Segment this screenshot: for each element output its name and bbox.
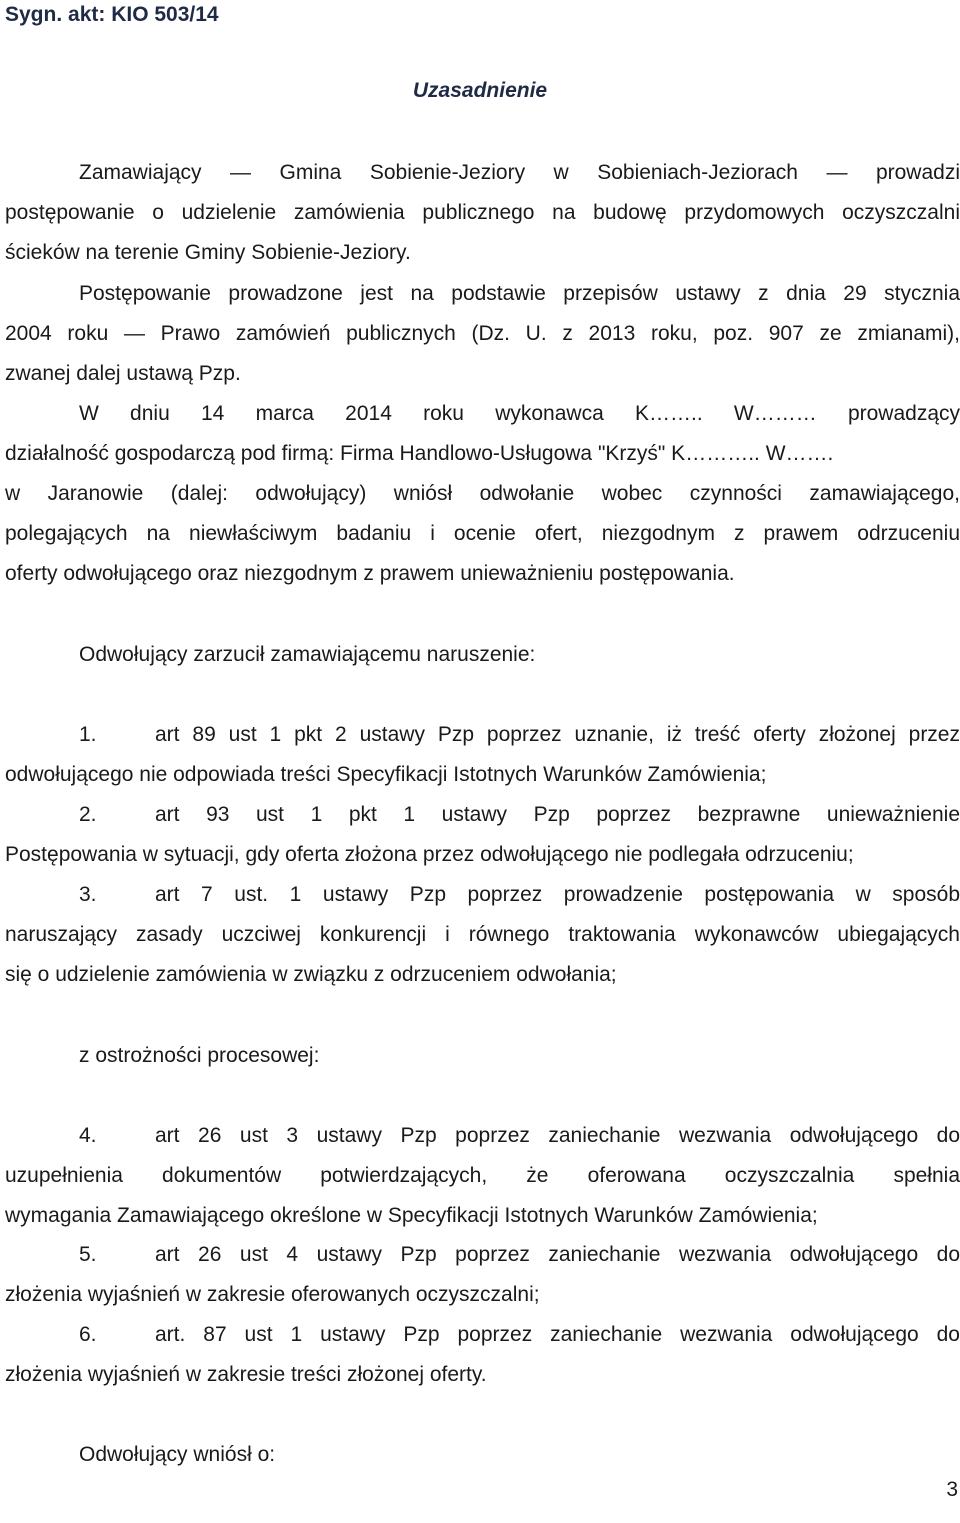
text-line: Postępowania w sytuacji, gdy oferta złożona przez odwołującego nie podlegała odrzuceniu; (5, 843, 854, 866)
text-line: zwanej dalej ustawą Pzp. (5, 362, 241, 385)
text-line: naruszający zasady uczciwej konkurencji i równego traktowania wykonawców ubiegających (5, 923, 960, 946)
text-line: odwołującego nie odpowiada treści Specyfikacji Istotnych Warunków Zamówienia; (5, 763, 767, 786)
text-line: art. 87 ust 1 ustawy Pzp poprzez zaniechanie wezwania odwołującego do (155, 1323, 960, 1346)
text-line: W dniu 14 marca 2014 roku wykonawca K…….. W……… prowadzący (79, 402, 960, 425)
text-line: art 7 ust. 1 ustawy Pzp poprzez prowadzenie postępowania w sposób (155, 883, 960, 906)
text-line: się o udzielenie zamówienia w związku z odrzuceniem odwołania; (5, 963, 617, 986)
item-number: 4. (79, 1124, 97, 1147)
text-line: oferty odwołującego oraz niezgodnym z prawem unieważnieniu postępowania. (5, 562, 735, 585)
text-line: złożenia wyjaśnień w zakresie treści złożonej oferty. (5, 1363, 487, 1386)
text-line: w Jaranowie (dalej: odwołujący) wniósł odwołanie wobec czynności zamawiającego, (5, 482, 960, 505)
text-line: art 26 ust 4 ustawy Pzp poprzez zaniechanie wezwania odwołującego do (155, 1243, 960, 1266)
text-line: art 89 ust 1 pkt 2 ustawy Pzp poprzez uznanie, iż treść oferty złożonej przez (155, 723, 960, 746)
closing-heading: Odwołujący wniósł o: (79, 1443, 276, 1466)
item-number: 5. (79, 1243, 97, 1266)
page-number: 3 (946, 1478, 958, 1501)
procedural-caution-heading: z ostrożności procesowej: (79, 1044, 320, 1067)
item-number: 2. (79, 803, 97, 826)
text-line: złożenia wyjaśnień w zakresie oferowanych oczyszczalni; (5, 1283, 540, 1306)
text-line: działalność gospodarczą pod firmą: Firma Handlowo-Usługowa "Krzyś" K……….. W……. (5, 442, 834, 465)
text-line: Zamawiający — Gmina Sobienie-Jeziory w Sobieniach-Jeziorach — prowadzi (79, 161, 960, 184)
text-line: art 26 ust 3 ustawy Pzp poprzez zaniechanie wezwania odwołującego do (155, 1124, 960, 1147)
document-title: Uzasadnienie (412, 79, 548, 102)
text-line: 2004 roku — Prawo zamówień publicznych (Dz. U. z 2013 roku, poz. 907 ze zmianami), (5, 322, 960, 345)
charges-heading: Odwołujący zarzucił zamawiającemu naruszenie: (79, 643, 536, 666)
item-number: 6. (79, 1323, 97, 1346)
text-line: Postępowanie prowadzone jest na podstawie przepisów ustawy z dnia 29 stycznia (79, 282, 960, 305)
text-line: ścieków na terenie Gminy Sobienie-Jeziory. (5, 241, 411, 264)
text-line: art 93 ust 1 pkt 1 ustawy Pzp poprzez bezprawne unieważnienie (155, 803, 960, 826)
text-line: uzupełnienia dokumentów potwierdzających, że oferowana oczyszczalnia spełnia (5, 1164, 960, 1187)
text-line: postępowanie o udzielenie zamówienia publicznego na budowę przydomowych oczyszczalni (5, 201, 960, 224)
case-signature: Sygn. akt: KIO 503/14 (5, 3, 219, 26)
text-line: polegających na niewłaściwym badaniu i ocenie ofert, niezgodnym z prawem odrzuceniu (5, 522, 960, 545)
item-number: 1. (79, 723, 97, 746)
text-line: wymagania Zamawiającego określone w Specyfikacji Istotnych Warunków Zamówienia; (5, 1204, 818, 1227)
item-number: 3. (79, 883, 97, 906)
